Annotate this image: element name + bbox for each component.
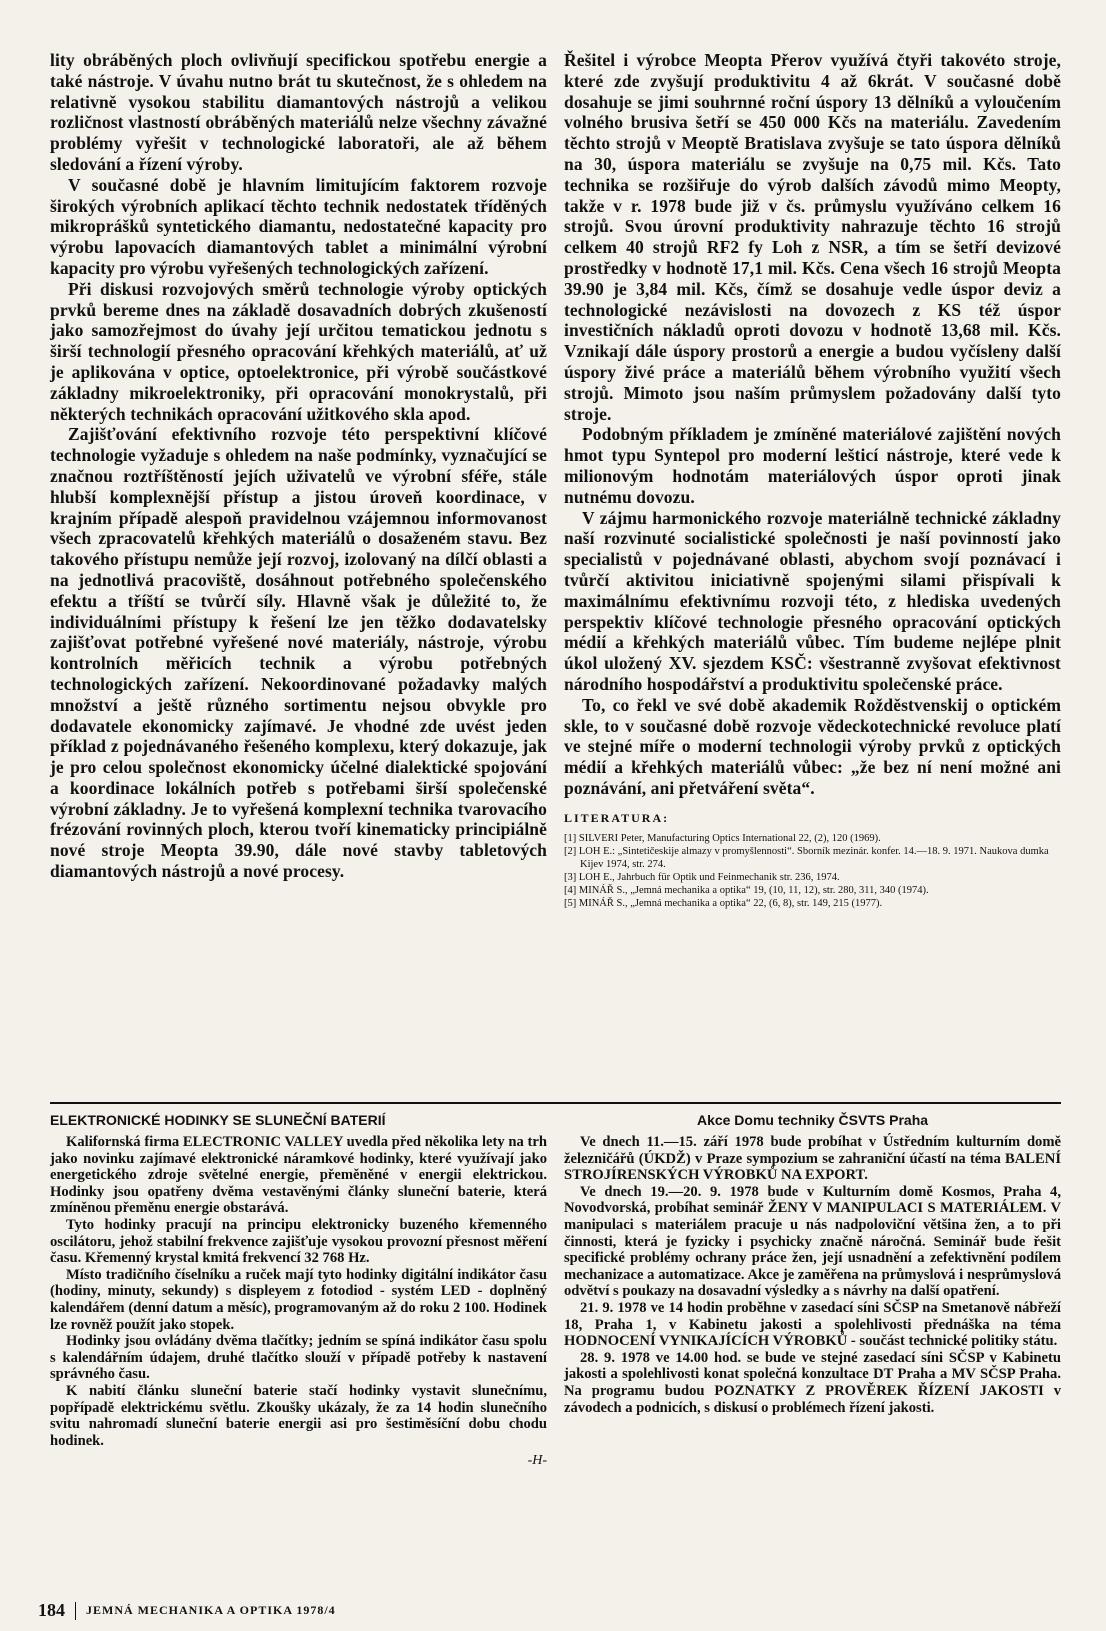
magazine-title: JEMNÁ MECHANIKA A OPTIKA 1978/4: [86, 1603, 336, 1617]
reference-item: [1] SILVERI Peter, Manufacturing Optics International 22, (2), 120 (1969).: [564, 832, 881, 844]
reference-item: [5] MINÁŘ S., „Jemná mechanika a optika“ 22, (6, 8), str. 149, 215 (1977).: [564, 897, 883, 909]
reference-item: [2] LOH E.: „Sintetičeskije almazy v promyšlennosti“. Sborník mezinár. konfer. 14.—18. 9. 1971. Naukova dumka Kijev 1974, str. 274.: [564, 845, 1049, 870]
article-paragraph: Zajišťování efektivního rozvoje této perspektivní klíčové technologie vyžaduje s ohledem na naše podmínky, vyznačující se značnou roztříštěností jejích uživatelů ve výrobní sféře, stále hlubší komplexnější přístup a jistou úroveň koordinace, v krajním případě alespoň pravidelnou vzájemnou informovanost všech zpracovatelů křehkých materiálů o dosaženém stavu. Bez takového přístupu nemůže její rozvoj, izolovaný na dílčí oblasti a na jednotlivá pracoviště, dosáhnout potřebného společenského efektu a tříští se tvůrčí síly. Hlavně však je důležité to, že individuálními přístupy k řešení lze jen těžko dodavatelsky zajišťovat potřebné vyřešené nové materiály, nástroje, výrobu kontrolních měřicích technik a výrobu potřebných technologických zařízení. Nekoordinované požadavky malých množství a ještě různého sortimentu nejsou obvykle pro dodavatele ekonomicky zajímavé. Je vhodné zde uvést jeden příklad z pojednávaného řešeného komplexu, který dokazuje, jak je pro celou společnost ekonomicky účelné dialektické spojování a koordinace lokálních potřeb s potřebami širší společenské výrobní základny. Je to vyřešená komplexní technika tvarovacího frézování rovinných ploch, kterou tvoří kinematicky principiálně nové stroje Meopta 39.90, dále nové stavby tabletových diamantových nástrojů a nové procesy.: [50, 424, 547, 882]
watch-paragraph: Kalifornská firma ELECTRONIC VALLEY uvedla před několika lety na trh jako novinku zajímavé elektronické náramkové hodinky, které využívají jako energetického zdroje světelné energie, přeměněné v energii elektrickou. Hodinky jsou opatřeny dvěma vestavěnými články sluneční baterie, která zmíněnou přeměnu energie obstarává.: [50, 1134, 547, 1217]
page-footer: [38, 1600, 638, 1621]
literature-heading: LITERATURA:: [564, 810, 670, 825]
watch-paragraph: K nabití článku sluneční baterie stačí hodinky vystavit slunečnímu, popřípadě elektrickému světlu. Zkoušky ukázaly, že za 14 hodin slunečního svitu nahromadí sluneční baterie energii asi pro šestiměsíční dobu chodu hodinek.: [50, 1382, 547, 1449]
events-paragraph: Ve dnech 19.—20. 9. 1978 bude v Kulturním domě Kosmos, Praha 4, Novodvorská, probíhat seminář ŽENY V MANIPULACI S MATERIÁLEM. V manipulaci s materiálem pracuje u nás nadpoloviční většina žen, a to při činnosti, která je fyzicky i psychicky značně náročná. Seminář bude řešit specifické problémy ochrany práce žen, její usnadnění a zefektivnění podílem mechanizace a automatizace. Akce je zaměřena na průmyslová i nesprůmyslová odvětví s poukazy na dosavadní výsledky a s návrhy na další opatření.: [564, 1183, 1061, 1300]
reference-item: [3] LOH E., Jahrbuch für Optik und Feinmechanik str. 236, 1974.: [564, 871, 840, 883]
events-paragraph: 28. 9. 1978 ve 14.00 hod. se bude ve stejné zasedací síni SČSP v Kabinetu jakosti a spolehlivosti konat společná konzultace DT Praha a MV SČSP Praha. Na programu budou POZNATKY Z PROVĚREK ŘÍZENÍ JAKOSTI v závodech a podnicích, s diskusí o problémech řízení jakosti.: [564, 1349, 1061, 1416]
reference-item: [4] MINÁŘ S., „Jemná mechanika a optika“ 19, (10, 11, 12), str. 280, 311, 340 (1974).: [564, 884, 929, 896]
events-paragraph: Ve dnech 11.—15. září 1978 bude probíhat v Ústředním kulturním domě železničářů (ÚKDŽ) v Praze sympozium se zahraniční účastí na téma BALENÍ STROJÍRENSKÝCH VÝROBKŮ NA EXPORT.: [564, 1134, 1061, 1184]
section-divider: [50, 1102, 1061, 1104]
article-paragraph: Podobným příkladem je zmíněné materiálové zajištění nových hmot typu Syntepol pro moderní lešticí nástroje, které vede k milionovým hodnotám materiálových úspor oproti jinak nutnému dovozu.: [564, 424, 1061, 507]
events-article: [564, 1112, 1061, 1416]
watch-paragraph: Hodinky jsou ovládány dvěma tlačítky; jedním se spíná indikátor času spolu s kalendářním údajem, druhé tlačítko slouží v případě potřeby k nastavení správného času.: [50, 1333, 547, 1383]
article-paragraph: To, co řekl ve své době akademik Rožděstvenskij o optickém skle, to v současné době rozvoje vědeckotechnické revoluce platí ve stejné míře o moderní technologii výroby prvků z optických médií a křehkých materiálů vůbec: „že bez ní není možné ani poznávání, ani přetváření světa“.: [564, 694, 1061, 798]
watch-article-title: ELEKTRONICKÉ HODINKY SE SLUNEČNÍ BATERIÍ: [50, 1112, 386, 1128]
article-paragraph: Řešitel i výrobce Meopta Přerov využívá čtyři takovéto stroje, které zde zvyšují produktivitu 4 až 6krát. V současné době dosahuje se jimi souhrnné roční úspory 13 dělníků a vyloučením volného brusiva šetří se 450 000 Kčs na materiálu. Zavedením těchto strojů v Meoptě Bratislava zvyšuje se tato úspora dělníků na 30, úspora materiálu se zvyšuje na 0,75 mil. Kčs. Tato technika se rozšiřuje do výrob dalších závodů mimo Meopty, takže v r. 1978 bude již v čs. průmyslu využíváno celkem 16 strojů. Svou úrovní produktivity nahrazuje těchto 16 strojů celkem 40 strojů RF2 fy Loh z NSR, a tím se šetří devizové prostředky v hodnotě 17,1 mil. Kčs. Cena všech 16 strojů Meopta 39.90 je 3,84 mil. Kčs, čímž se dosahuje vedle úspor deviz a technologické nezávislosti na dovozech z KS též úspor investičních nákladů oproti dovozu v hodnotě 13,68 mil. Kčs. Vznikají dále úspory prostorů a energie a budou vyčísleny další úspory živé práce a materiálů během výrobního využití všech strojů. Mimoto jsou naším průmyslem požadovány další tyto stroje.: [564, 50, 1061, 424]
article-left-column: [50, 50, 547, 882]
article-paragraph: V zájmu harmonického rozvoje materiálně technické základny naší rozvinuté socialistické společnosti je naší povinností jako specialistů v pojednávané oblasti, abychom svojí poznávací i tvůrčí aktivitou iniciativně spojenými silami přispívali k maximálnímu efektivnímu rozvoji této, z hlediska uvedených perspektiv klíčové technologie přesného opracování optických médií a křehkých materiálů vůbec. Tím budeme nejlépe plnit úkol uložený XV. sjezdem KSČ: všestranně zvyšovat efektivnost národního hospodářství a produktivitu společenské práce.: [564, 507, 1061, 694]
article-paragraph: Při diskusi rozvojových směrů technologie výroby optických prvků bereme dnes na základě dosavadních dobrých zkušeností jako samozřejmost do úvahy její určitou tematickou jednotu s širší technologií přesného opracování křehkých materiálů, ať už je aplikována v optice, optoelektronice, při výrobě součástkové základny mikroelektroniky, při opracování monokrystalů, při některých technikách opracování užitkového skla apod.: [50, 278, 547, 424]
article-paragraph: V současné době je hlavním limitujícím faktorem rozvoje širokých výrobních aplikací těchto technik nedostatek tříděných mikroprášků syntetického diamantu, nedostatečné kapacity pro výrobu lapovacích diamantových tablet a minimální výrobní kapacity pro výrobu vyřešených technologických zařízení.: [50, 174, 547, 278]
footer-divider: [75, 1602, 76, 1620]
watch-paragraph: Místo tradičního číselníku a ruček mají tyto hodinky digitální indikátor času (hodiny, minuty, sekundy) s displeyem z fotodiod - systém LED - doplněný kalendářem (denní datum a měsíc), programovaným až do roku 2 100. Hodinek lze rovněž použít jako stopek.: [50, 1266, 547, 1333]
events-article-title: Akce Domu techniky ČSVTS Praha: [696, 1112, 929, 1128]
watch-paragraph: Tyto hodinky pracují na principu elektronicky buzeného křemenného oscilátoru, jehož stabilní frekvence zajišťuje vysokou provozní přesnost měření času. Křemenný krystal kmitá frekvencí 32 768 Hz.: [50, 1216, 547, 1267]
author-signature: -H-: [527, 1453, 547, 1469]
watch-article: [50, 1112, 547, 1469]
article-right-column: [564, 50, 1061, 910]
events-paragraph: 21. 9. 1978 ve 14 hodin proběhne v zasedací síni SČSP na Smetanově nábřeží 18, Praha 1, v Kabinetu jakosti a spolehlivosti přednáška na téma HODNOCENÍ VYNIKAJÍCÍCH VÝROBKŮ - součást technické politiky státu.: [564, 1299, 1061, 1350]
article-paragraph: lity obráběných ploch ovlivňují specifickou spotřebu energie a také nástroje. V úvahu nutno brát tu skutečnost, že s ohledem na relativně vysokou stabilitu diamantových nástrojů a velikou rozličnost vlastností obráběných materiálů nelze všechny závažné problémy vyřešit v technologické laboratoři, ale až během sledování a řízení výroby.: [50, 50, 547, 174]
page-number: 184: [38, 1600, 65, 1620]
